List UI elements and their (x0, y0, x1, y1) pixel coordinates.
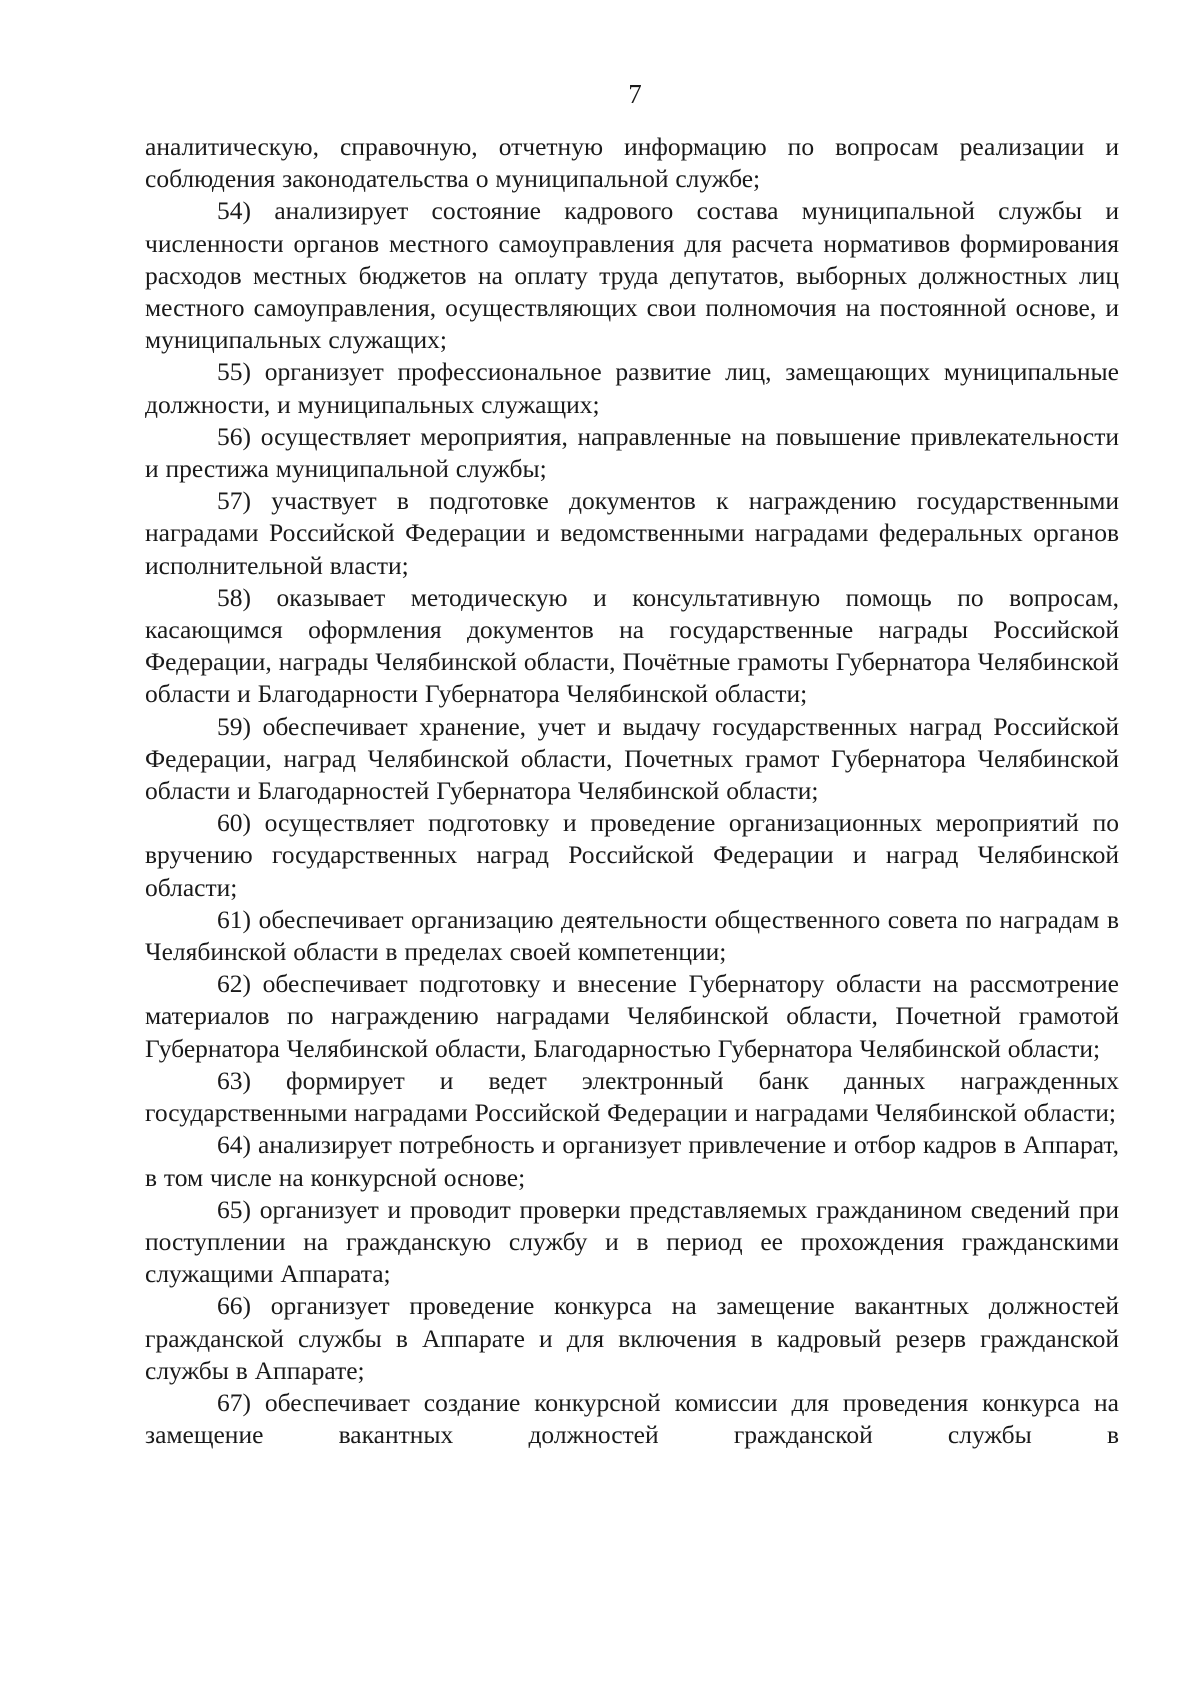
paragraph-item-61: 61) обеспечивает организацию деятельности общественного совета по наградам в Челябинской области в пределах своей компетенции; (145, 904, 1119, 967)
paragraph-item-64: 64) анализирует потребность и организует привлечение и отбор кадров в Аппарат, в том числе на конкурсной основе; (145, 1130, 1119, 1192)
paragraph-continuation: аналитическую, справочную, отчетную информацию по вопросам реализации и соблюдения законодательства о муниципальной службе; (145, 132, 1119, 194)
document-body (145, 131, 1119, 1451)
paragraph-item-66: 66) организует проведение конкурса на замещение вакантных должностей гражданской службы в Аппарате и для включения в кадровый резерв гражданской службы в Аппарате; (145, 1291, 1119, 1385)
paragraph-item-54: 54) анализирует состояние кадрового состава муниципальной службы и численности органов местного самоуправления для расчета нормативов формирования расходов местных бюджетов на оплату труда депутатов, выборных должностных лиц местного самоуправления, осуществляющих свои полномочия на постоянной основе, и муниципальных служащих; (145, 196, 1119, 355)
paragraph-item-67: 67) обеспечивает создание конкурсной комиссии для проведения конкурса на замещение вакантных должностей гражданской службы в (145, 1387, 1119, 1450)
paragraph-item-57: 57) участвует в подготовке документов к награждению государственными наградами Российской Федерации и ведомственными наградами федеральных органов исполнительной власти; (145, 486, 1119, 580)
paragraph-item-60: 60) осуществляет подготовку и проведение организационных мероприятий по вручению государственных наград Российской Федерации и наград Челябинской области; (145, 808, 1119, 902)
paragraph-item-58: 58) оказывает методическую и консультативную помощь по вопросам, касающимся оформления документов на государственные награды Российской Федерации, награды Челябинской области, Почётные грамоты Губернатора Челябинской области и Благодарности Губернатора Челябинской области; (145, 582, 1119, 709)
paragraph-item-56: 56) осуществляет мероприятия, направленные на повышение привлекательности и престижа муниципальной службы; (145, 421, 1119, 484)
paragraph-item-63: 63) формирует и ведет электронный банк данных награжденных государственными наградами Российской Федерации и наградами Челябинской области; (145, 1065, 1119, 1128)
paragraph-item-65: 65) организует и проводит проверки представляемых гражданином сведений при поступлении на гражданскую службу и в период ее прохождения гражданскими служащими Аппарата; (145, 1194, 1119, 1289)
paragraph-item-62: 62) обеспечивает подготовку и внесение Губернатору области на рассмотрение материалов по награждению наградами Челябинской области, Почетной грамотой Губернатора Челябинской области, Благодарностью Губернатора Челябинской области; (145, 969, 1119, 1063)
paragraph-item-55: 55) организует профессиональное развитие лиц, замещающих муниципальные должности, и муниципальных служащих; (145, 357, 1119, 419)
paragraph-item-59: 59) обеспечивает хранение, учет и выдачу государственных наград Российской Федерации, наград Челябинской области, Почетных грамот Губернатора Челябинской области и Благодарностей Губернатора Челябинской области; (145, 711, 1119, 806)
page-number: 7 (628, 79, 642, 109)
